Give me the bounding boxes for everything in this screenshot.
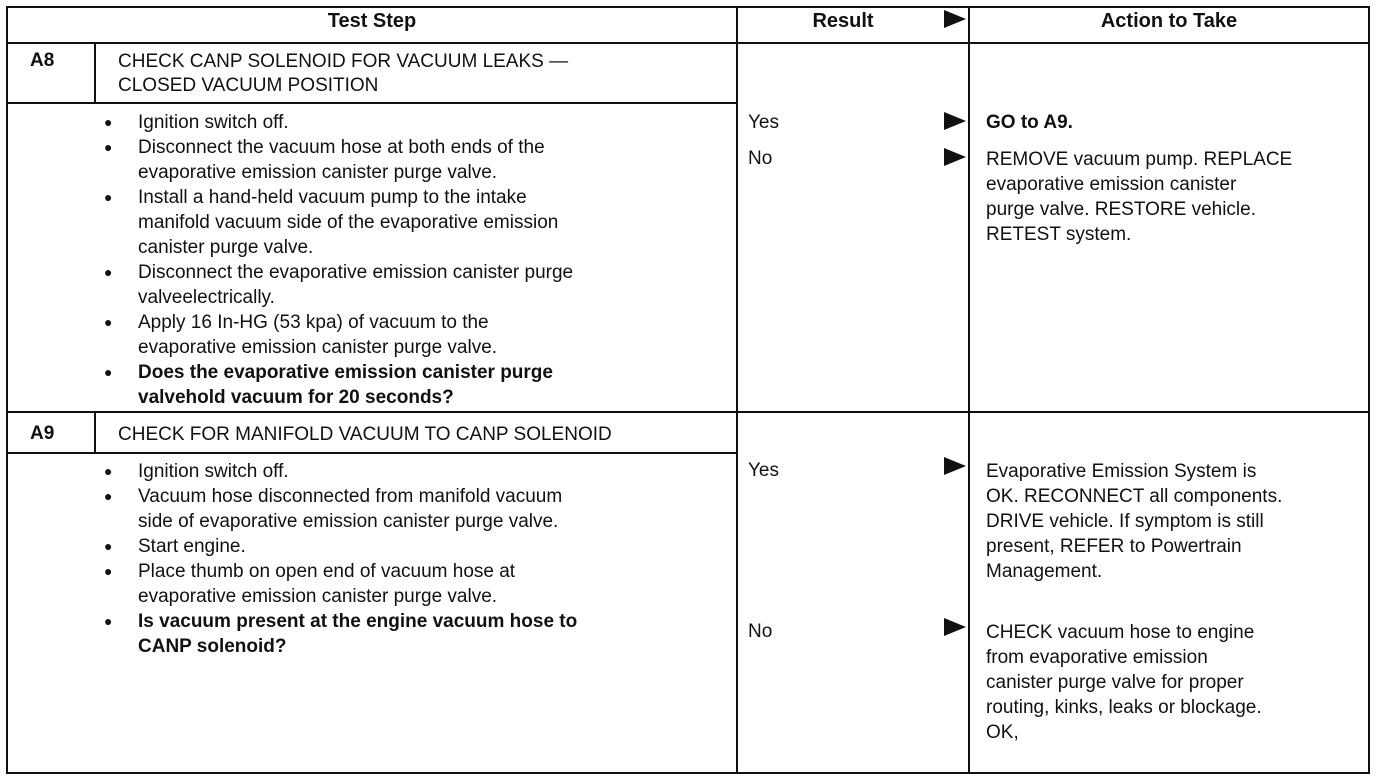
action-text: GO to A9. <box>986 112 1073 133</box>
list-item: ● Disconnect the evaporative emission canister purge valveelectrically. <box>96 260 573 310</box>
step-divider <box>6 411 1370 413</box>
header-action: Action to Take <box>1100 10 1238 32</box>
arrow-icon <box>944 457 966 475</box>
step-id: A8 <box>30 50 55 71</box>
step-bullet-list <box>96 110 573 410</box>
step-title-line: CHECK FOR MANIFOLD VACUUM TO CANP SOLENOID <box>118 424 612 445</box>
list-item: ● Install a hand-held vacuum pump to the intake manifold vacuum side of the evaporative emission canister purge valve. <box>96 185 573 260</box>
result-yes: Yes <box>748 460 779 481</box>
table-left-border <box>6 6 8 773</box>
list-item: ● Apply 16 In-HG (53 kpa) of vacuum to the evaporative emission canister purge valve. <box>96 310 573 360</box>
table-bottom-border <box>6 772 1370 774</box>
a9-title-divider <box>6 452 736 454</box>
step-title <box>118 50 568 98</box>
list-item: ● Ignition switch off. <box>96 459 577 484</box>
step-bullet-list <box>96 459 577 659</box>
arrow-icon <box>944 112 966 130</box>
column-divider-result <box>736 6 738 773</box>
list-item-question: ● Is vacuum present at the engine vacuum hose to CANP solenoid? <box>96 609 577 659</box>
step-id: A9 <box>30 423 55 444</box>
result-yes: Yes <box>748 112 779 133</box>
table-right-border <box>1368 6 1370 773</box>
arrow-icon <box>944 618 966 636</box>
arrow-icon <box>944 10 966 28</box>
action-text: CHECK vacuum hose to engine from evaporative emission canister purge valve for proper routing, kinks, leaks or blockage. OK, <box>986 622 1262 743</box>
list-item: ● Disconnect the vacuum hose at both ends of the evaporative emission canister purge valve. <box>96 135 573 185</box>
a8-title-divider <box>6 102 736 104</box>
header-divider <box>6 42 1370 44</box>
result-no: No <box>748 148 773 169</box>
table-top-border <box>6 6 1370 8</box>
header-result: Result <box>812 10 874 32</box>
step-title-line: CHECK CANP SOLENOID FOR VACUUM LEAKS — <box>118 51 569 72</box>
step-title-line: CLOSED VACUUM POSITION <box>118 75 379 96</box>
step-title <box>118 423 612 447</box>
list-item: ● Place thumb on open end of vacuum hose at evaporative emission canister purge valve. <box>96 559 577 609</box>
action-text: Evaporative Emission System is OK. RECONNECT all components. DRIVE vehicle. If symptom is still present, REFER to Powertrain Management. <box>986 461 1283 582</box>
list-item-question: ● Does the evaporative emission canister purge valvehold vacuum for 20 seconds? <box>96 360 573 410</box>
list-item: ● Ignition switch off. <box>96 110 573 135</box>
a9-id-divider <box>94 411 96 454</box>
arrow-icon <box>944 148 966 166</box>
list-item: ● Vacuum hose disconnected from manifold vacuum side of evaporative emission canister purge valve. <box>96 484 577 534</box>
result-no: No <box>748 621 773 642</box>
list-item: ● Start engine. <box>96 534 577 559</box>
header-test-step: Test Step <box>327 10 417 32</box>
a8-id-divider <box>94 42 96 104</box>
column-divider-action <box>968 6 970 773</box>
action-text: REMOVE vacuum pump. REPLACE evaporative emission canister purge valve. RESTORE vehicle. RETEST system. <box>986 149 1293 245</box>
